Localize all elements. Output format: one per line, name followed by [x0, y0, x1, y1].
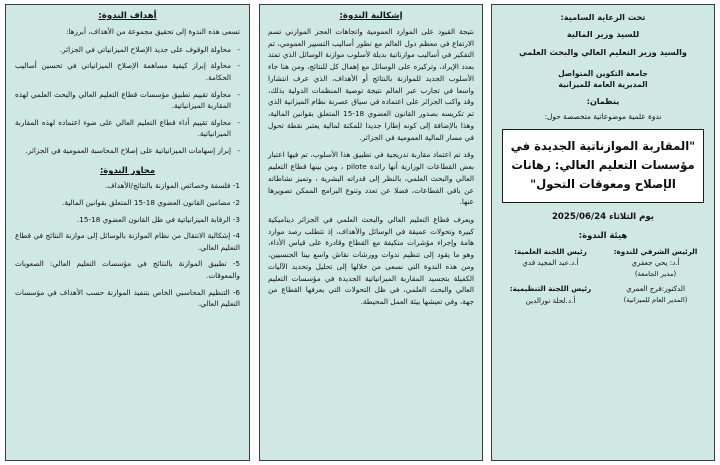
person-subtitle: (مدير الجامعة) — [634, 270, 677, 279]
page-title: "المقاربة الموازناتية الجديدة في مؤسسات التعليم العالي: رهانات الإصلاح ومعوقات التحول" — [510, 139, 696, 192]
organizers-label: ينظمان: — [586, 96, 620, 106]
patronage-line: تحت الرعاية السامية: — [560, 12, 646, 22]
person-name: أ.د.لحلة نورالدين — [525, 296, 576, 306]
person-name: أ.د.عبد المجيد قدي — [522, 258, 579, 268]
title-box — [502, 129, 704, 202]
list-item: 2- مضامين القانون العضوي 18-15 المتعلق بقوانين المالية. — [62, 198, 240, 208]
person-role: رئيس اللجنة التنظيمية: — [509, 284, 592, 294]
objectives-panel — [5, 4, 250, 461]
list-item: - محاولة تقييم أداء قطاع التعليم العالي على ضوء اعتماده لهذه المقاربة الميزانياتية. — [15, 117, 240, 140]
list-item: 6- التنظيم المحاسبي الخاص بتنفيذ الموازنة حسب الأهداف في مؤسسات التعليم العالي. — [15, 287, 240, 309]
list-item: - محاولة الوقوف على جديد الإصلاح الميزانياتي في الجزائر. — [15, 44, 240, 56]
person-name: الدكتور:فرج العمري — [626, 284, 685, 294]
problem-panel — [259, 4, 483, 461]
person-role: رئيس اللجنة العلمية: — [514, 246, 587, 256]
patronage-line: للسيد وزير المالية — [566, 29, 640, 40]
patronage-line: والسيد وزير التعليم العالي والبحث العلمي — [519, 46, 687, 57]
list-item: 4- إشكالية الانتقال من نظام الموازنة بالوسائل إلى موازنة النتائج في قطاع التعليم العالي. — [15, 231, 240, 252]
list-item: 3- الرقابة الميزانياتية في ظل القانون العضوي 18-15. — [76, 214, 240, 224]
person-organizing-chair — [500, 284, 601, 307]
list-item: - محاولة إبراز كيفية مساهمة الإصلاح الميزانياتي في تحسين أساليب الحكامة. — [15, 60, 240, 83]
seminar-intro: ندوة علمية موضوعاتية متخصصة حول: — [544, 111, 662, 121]
list-item: - إبراز إسهامات الميزانياتية على إصلاح المحاسبة العمومية في الجزائر. — [15, 145, 240, 157]
objectives-title: أهداف الندوة: — [98, 11, 157, 21]
problem-paragraph: وقد تم اعتماد مقاربة تدريجية في تطبيق هذا الأسلوب، تم فيها اعتبار بعض القطاعات الوزارية أنها رائدة pilote ، ومن بينها قطاع التعليم العالي والبحث العلمي، بالنظر إلى قدراته البشرية ، وتميز نشاطاته عن باقي القطاعات، فضلا عن تعدد وتنوع البرامج الممكن تصويرها عنها. — [268, 150, 475, 207]
person-budget-director — [605, 284, 706, 307]
problem-paragraph: نتيجة القيود على الموارد العمومية واتجاهات العجز الموازني تسم الارتفاع في معظم دول العالم مع تطور أساليب التسيير العمومي، تم التفكير في أساليب موازناتية بديلة لأسلوب موازنة الوسائل الذي تمتد بعدد الإيراد، وتركيزه على الوسائل مع إهمال كل للنتائج، ومن هنا جاء الأسلوب الجديد للموازنة بالنتائج أو الأهداف، الذي عرف انتشارا واسعا في تجارب عبر العالم نتيجة توصية المنظمات الدولية بذلك، وقد واكب الجزائر على اعتماده في سياق عصرنة نظام الميزانية الذي تم تكريسه بصدور القانون العضوي 18-15 المتعلق بقوانين المالية، وهذا بالإضافة إلى كونه إطارا جديدا للمكنة لمالية يعتبر نقطة تحول في مسار المالية العمومية في الجزائر. — [268, 27, 474, 142]
problem-title: إشكالية الندوة: — [339, 11, 403, 21]
person-role: الرئيس الشرفي للندوة: — [613, 246, 698, 256]
person-name: أ.د: يحي جعفري — [631, 258, 680, 268]
institution-line: المديرية العامة للميزانية — [558, 80, 648, 90]
date-label: يوم الثلاثاء 2025/06/24 — [551, 211, 655, 222]
objectives-intro: تسعى هذه الندوة إلى تحقيق مجموعة من الأهداف، أبرزها: — [65, 27, 240, 36]
institution-line: جامعة التكوين المتواصل — [558, 68, 648, 78]
list-item: 1- فلسفة وخصائص الموازنة بالنتائج/الأهداف. — [104, 181, 240, 191]
problem-paragraph: ويعرف قطاع التعليم العالي والبحث العلمي في الجزائر ديناميكية كبيرة وتحولات عميقة في الوسائل والأهداف، إذ تتطلب رصد موارد هامة وإجراء مؤشرات متكيفة مع القطاع وقادرة على قياس الأداء، وهو ما يقود إلى تنظيم ندوات وورشات نقاش واسع بينا الجنسيين، ومن هذه الندوة التي نسعى من خلالها إلى تحليل وتحديد الآليات الكفيلة بتجسيد المقاربة الميزانياتية الجديدة في مؤسسات التعليم العالي والبحث العلمي، في ظل التحولات التي يعرفها القطاع من جهة، وفي تعيشها بيئة العمل المحيطة. — [268, 215, 474, 307]
list-item: 5- تطبيق الموازنة بالنتائج في مؤسسات التعليم العالي: الصعوبات والمعوقات. — [15, 259, 240, 281]
header-panel — [491, 4, 715, 461]
people-row — [500, 284, 706, 307]
person-honorary-president — [605, 247, 706, 280]
person-subtitle: (المدير العام للميزانية) — [623, 296, 688, 305]
person-scientific-chair — [500, 247, 601, 280]
committee-label: هيئة الندوة: — [578, 229, 628, 240]
axes-title: محاور الندوة: — [99, 165, 156, 176]
people-row — [500, 247, 706, 280]
axes-list — [15, 180, 240, 309]
objectives-bullet-list — [15, 44, 240, 157]
committee-people — [500, 247, 706, 307]
list-item: - محاولة تقييم تطبيق مؤسسات قطاع التعليم العالي والبحث العلمي لهذه المقاربة الميزانياتية. — [15, 89, 240, 112]
